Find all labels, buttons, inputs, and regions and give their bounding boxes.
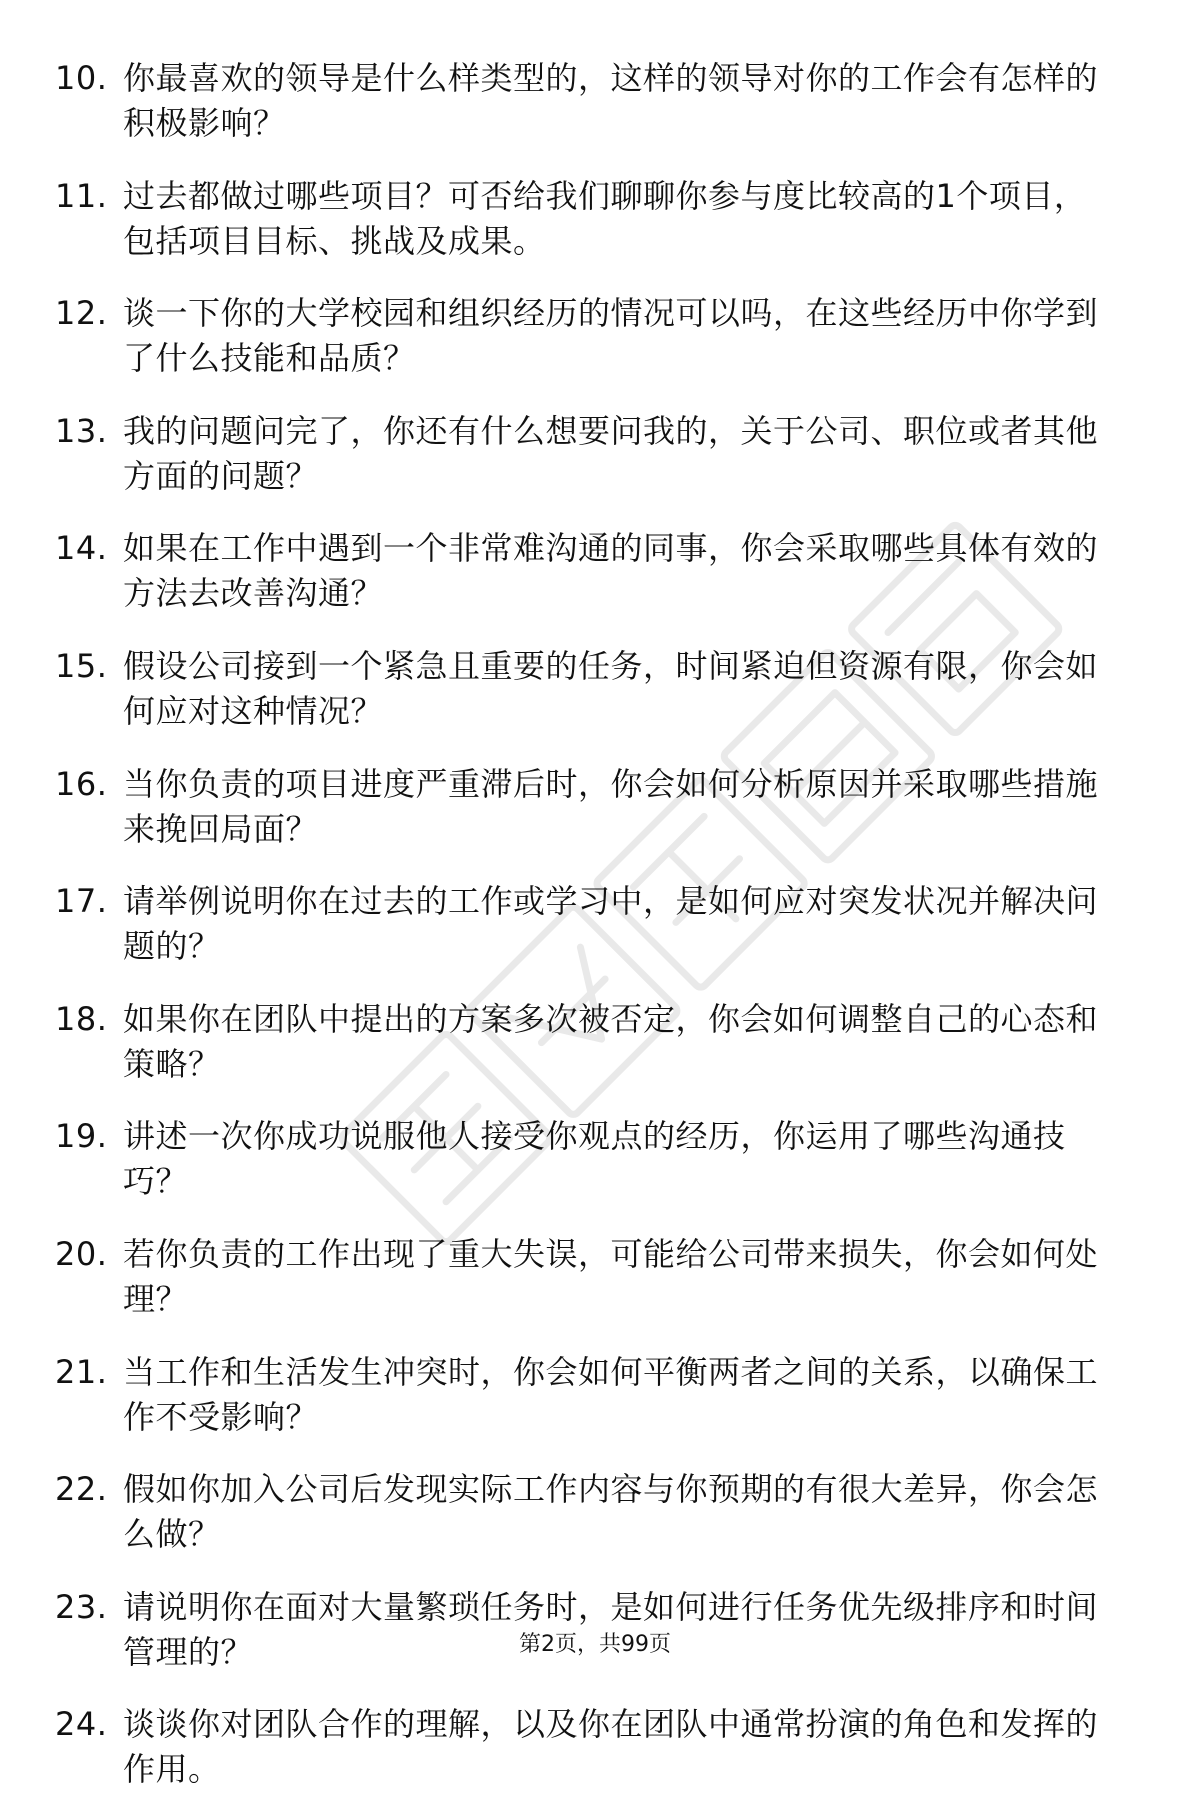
question-text: 当工作和生活发生冲突时，你会如何平衡两者之间的关系，以确保工作不受影响？ xyxy=(123,1352,1099,1436)
question-text: 请举例说明你在过去的工作或学习中，是如何应对突发状况并解决问题的？ xyxy=(123,882,1099,966)
question-text: 我的问题问完了，你还有什么想要问我的，关于公司、职位或者其他方面的问题？ xyxy=(123,411,1099,495)
question-number: 21. xyxy=(55,1352,108,1391)
question-text: 你最喜欢的领导是什么样类型的，这样的领导对你的工作会有怎样的积极影响？ xyxy=(123,59,1099,142)
question-number: 17. xyxy=(55,882,108,921)
question-number: 19. xyxy=(55,1117,108,1156)
question-item xyxy=(55,644,1115,734)
question-item xyxy=(55,409,1115,499)
question-number: 24. xyxy=(55,1705,108,1744)
question-number: 16. xyxy=(55,764,108,803)
question-number: 13. xyxy=(55,411,108,450)
question-text: 讲述一次你成功说服他人接受你观点的经历，你运用了哪些沟通技巧？ xyxy=(123,1117,1066,1201)
question-item xyxy=(55,174,1115,264)
question-item xyxy=(55,762,1115,852)
question-number: 15. xyxy=(55,646,108,685)
question-number: 22. xyxy=(55,1470,108,1509)
question-number: 23. xyxy=(55,1587,108,1626)
question-list xyxy=(55,56,1115,1820)
question-number: 18. xyxy=(55,999,108,1038)
question-item xyxy=(55,526,1115,616)
question-item xyxy=(55,1702,1115,1792)
question-text: 谈谈你对团队合作的理解，以及你在团队中通常扮演的角色和发挥的作用。 xyxy=(123,1705,1099,1789)
question-text: 请说明你在面对大量繁琐任务时，是如何进行任务优先级排序和时间管理的？ xyxy=(123,1587,1099,1671)
question-number: 20. xyxy=(55,1234,108,1273)
question-text: 假如你加入公司后发现实际工作内容与你预期的有很大差异，你会怎么做？ xyxy=(123,1470,1099,1554)
question-number: 11. xyxy=(55,176,108,215)
question-text: 过去都做过哪些项目？可否给我们聊聊你参与度比较高的1个项目，包括项目目标、挑战及成果。 xyxy=(123,176,1087,260)
question-item xyxy=(55,997,1115,1087)
question-item xyxy=(55,1114,1115,1204)
question-item xyxy=(55,56,1115,146)
question-number: 10. xyxy=(55,59,108,97)
question-number: 14. xyxy=(55,529,108,568)
question-item xyxy=(55,1232,1115,1322)
question-number: 12. xyxy=(55,294,108,333)
question-item xyxy=(55,291,1115,381)
question-text: 如果你在团队中提出的方案多次被否定，你会如何调整自己的心态和策略？ xyxy=(123,999,1099,1083)
question-item xyxy=(55,1350,1115,1440)
question-item xyxy=(55,879,1115,969)
question-text: 当你负责的项目进度严重滞后时，你会如何分析原因并采取哪些措施来挽回局面？ xyxy=(123,764,1099,848)
question-text: 假设公司接到一个紧急且重要的任务，时间紧迫但资源有限，你会如何应对这种情况？ xyxy=(123,646,1099,730)
question-item xyxy=(55,1467,1115,1557)
page-number: 第2页，共99页 xyxy=(519,1632,671,1657)
question-text: 如果在工作中遇到一个非常难沟通的同事，你会采取哪些具体有效的方法去改善沟通？ xyxy=(123,529,1099,613)
question-text: 谈一下你的大学校园和组织经历的情况可以吗，在这些经历中你学到了什么技能和品质？ xyxy=(123,294,1099,378)
question-text: 若你负责的工作出现了重大失误，可能给公司带来损失，你会如何处理？ xyxy=(123,1234,1099,1318)
